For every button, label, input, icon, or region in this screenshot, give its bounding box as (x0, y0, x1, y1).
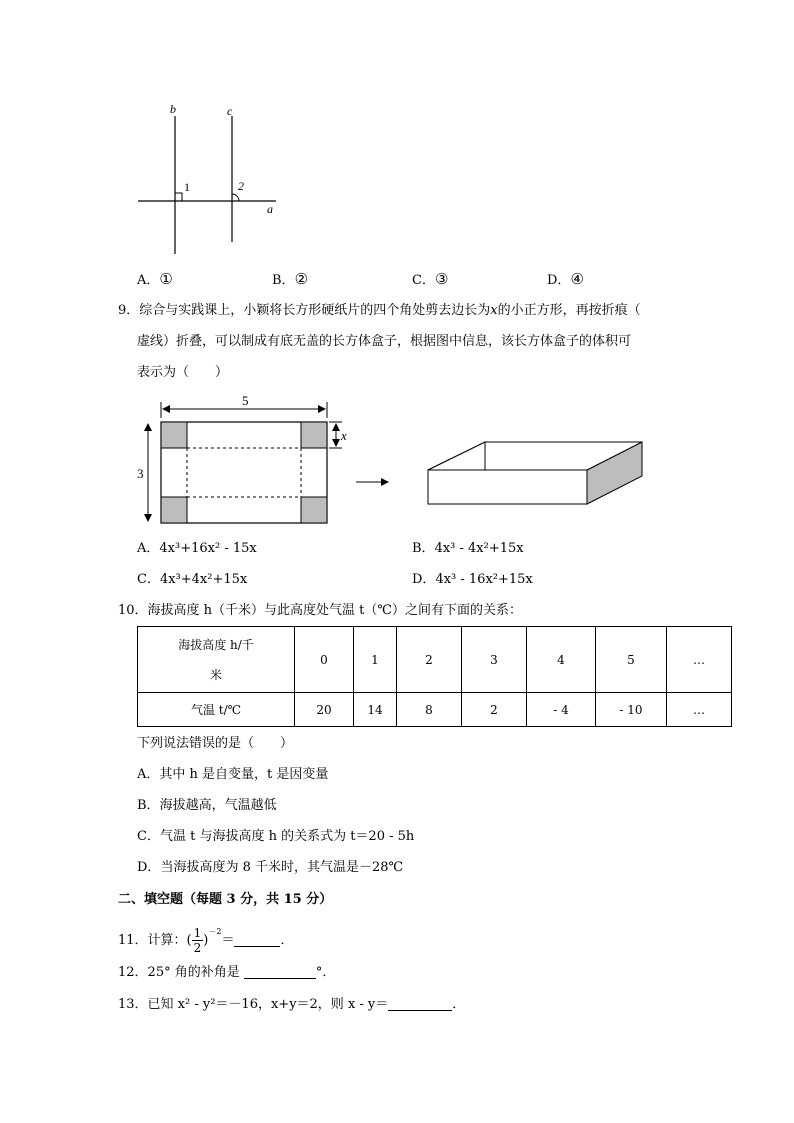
q8-option-a[interactable]: A．① (137, 270, 173, 288)
q9-option-d[interactable]: D．4x³ - 16x²+15x (412, 572, 533, 587)
table-cell: 1 (354, 627, 397, 693)
q10-option-b[interactable]: B．海拔越高，气温越低 (137, 798, 277, 813)
table-cell: 3 (462, 627, 527, 693)
table-cell: 0 (295, 627, 354, 693)
table-cell: 14 (354, 693, 397, 727)
q9-stem-line2: 虚线）折叠，可以制成有底无盖的长方体盒子，根据图中信息，该长方体盒子的体积可 (137, 334, 632, 349)
q8-option-d[interactable]: D．④ (547, 270, 584, 288)
table-cell: - 10 (596, 693, 667, 727)
q10-stem: 10．海拔高度 h（千米）与此高度处气温 t（℃）之间有下面的关系： (118, 603, 522, 618)
table-header-temperature: 气温 t/℃ (138, 693, 295, 727)
corner-square (161, 422, 187, 448)
q10-question: 下列说法错误的是（ ） (137, 736, 294, 751)
table-header-altitude: 海拔高度 h/千 米 (138, 627, 295, 693)
label-a: a (267, 202, 273, 216)
box-front (428, 470, 587, 504)
q13: 13．已知 x² - y²＝－16，x+y＝2，则 x - y＝ ． (118, 997, 466, 1012)
label-b: b (170, 102, 176, 116)
corner-square (301, 497, 327, 523)
angle-2-arc (232, 194, 239, 201)
height-label: 3 (137, 466, 144, 481)
q9-stem-line1: 9．综合与实践课上，小颖将长方形硬纸片的四个角处剪去边长为x的小正方形，再按折痕（ (118, 303, 641, 318)
q11: 11．计算：( $\frac{1}{2}$ )$^{-2}$＝ ． (118, 926, 294, 955)
table-cell: 8 (397, 693, 462, 727)
q9-option-a[interactable]: A．4x³+16x² - 15x (137, 541, 257, 556)
q9-option-c[interactable]: C．4x³+4x²+15x (137, 572, 248, 587)
table-cell: 2 (397, 627, 462, 693)
corner-square (161, 497, 187, 523)
table-cell: 4 (527, 627, 596, 693)
fraction-one-half: $\frac{1}{2}$ (193, 926, 202, 955)
q8-option-c[interactable]: C．③ (412, 270, 449, 288)
x-label: x (341, 428, 347, 443)
table-cell: … (667, 693, 732, 727)
perpendicular-lines-figure (130, 98, 290, 258)
box-net-figure (130, 388, 650, 533)
altitude-temperature-table (137, 626, 732, 727)
label-angle-2: 2 (238, 179, 244, 193)
right-angle-mark (175, 193, 182, 201)
table-row (138, 693, 732, 727)
q12: 12．25° 角的补角是 °． (118, 965, 336, 980)
table-cell: - 4 (527, 693, 596, 727)
width-label: 5 (242, 393, 249, 408)
q10-option-a[interactable]: A．其中 h 是自变量，t 是因变量 (137, 767, 329, 782)
answer-blank[interactable] (234, 932, 280, 947)
label-angle-1: 1 (184, 180, 190, 194)
table-cell: 5 (596, 627, 667, 693)
table-cell: 2 (462, 693, 527, 727)
table-cell: … (667, 627, 732, 693)
table-cell: 20 (295, 693, 354, 727)
q9-option-b[interactable]: B．4x³ - 4x²+15x (412, 541, 524, 556)
corner-square (301, 422, 327, 448)
q8-option-b[interactable]: B．② (272, 270, 309, 288)
q10-option-d[interactable]: D．当海拔高度为 8 千米时，其气温是－28℃ (137, 860, 404, 875)
answer-blank[interactable] (244, 964, 316, 979)
q9-stem-line3: 表示为（ ） (137, 365, 229, 380)
answer-blank[interactable] (388, 996, 452, 1011)
table-row (138, 627, 732, 693)
label-c: c (227, 104, 233, 118)
section2-title: 二、填空题（每题 3 分，共 15 分） (118, 892, 333, 907)
q10-option-c[interactable]: C．气温 t 与海拔高度 h 的关系式为 t＝20 - 5h (137, 829, 415, 844)
